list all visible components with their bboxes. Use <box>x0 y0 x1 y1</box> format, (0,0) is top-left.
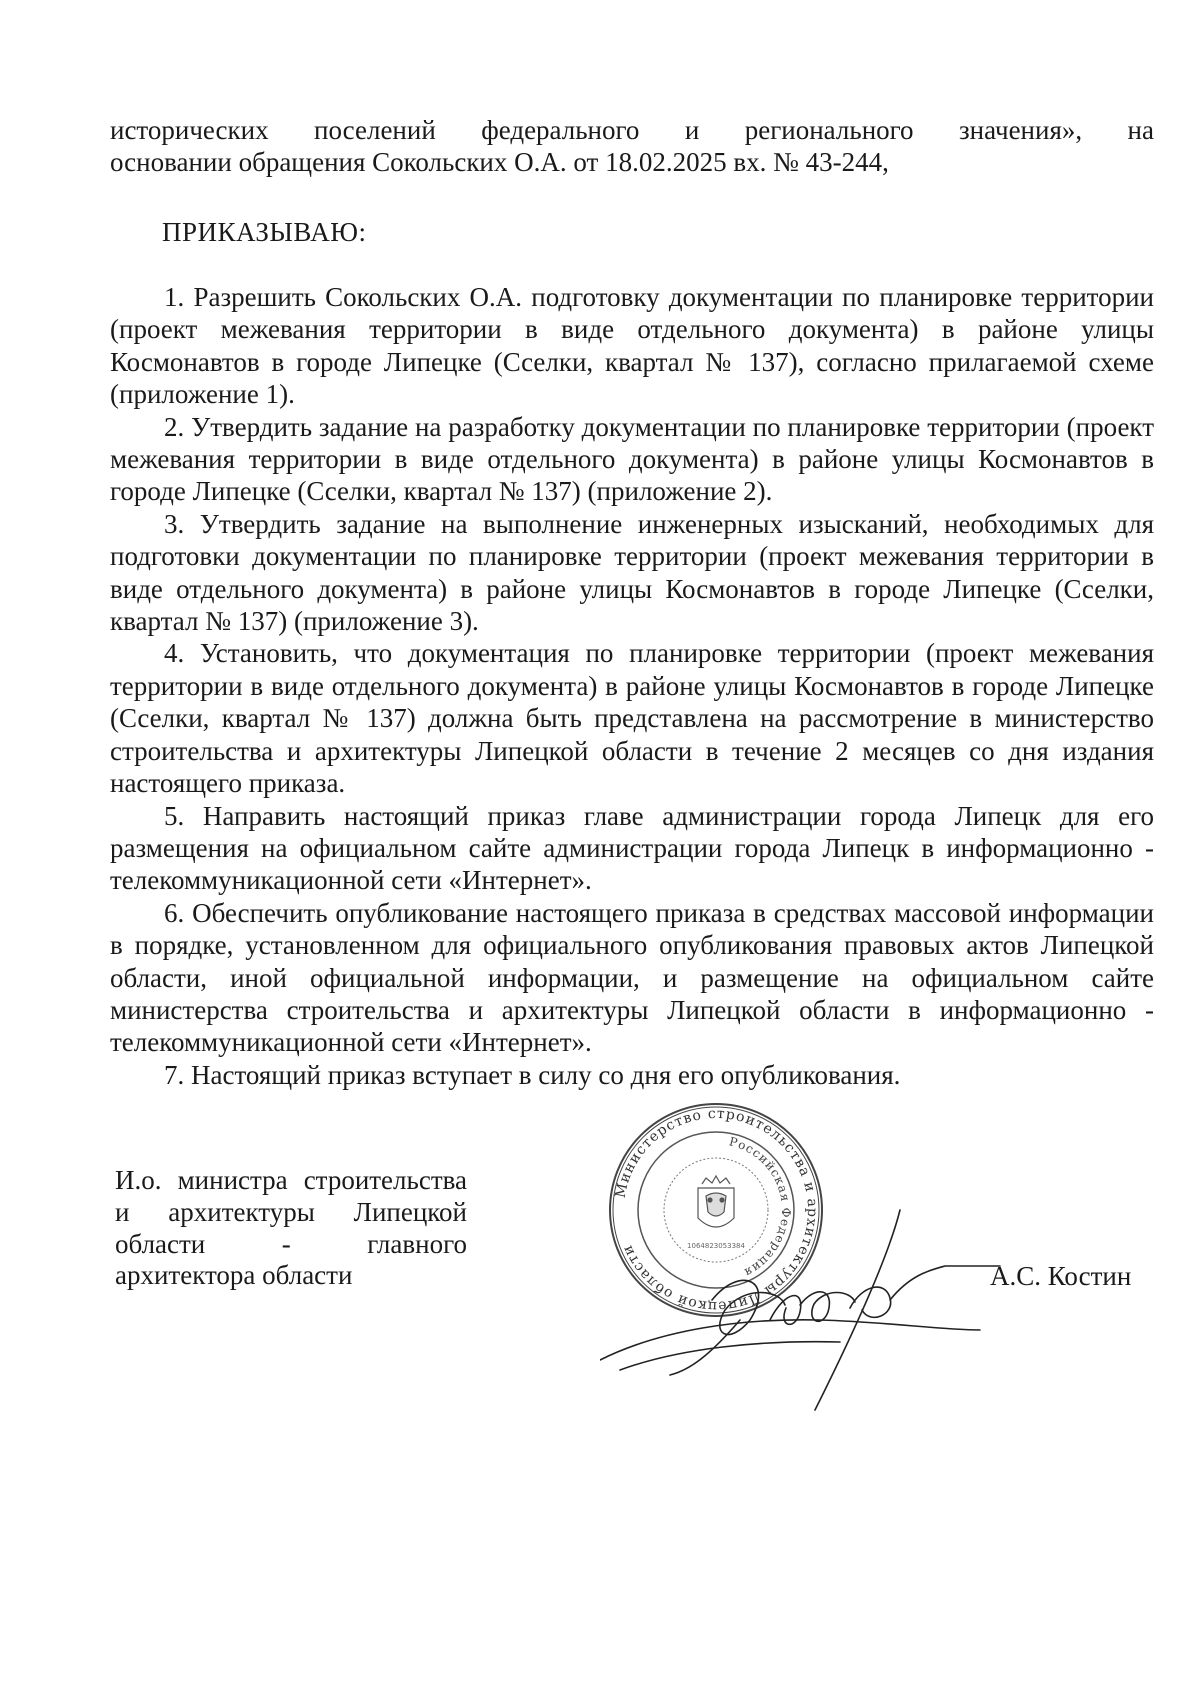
intro-line-2: основании обращения Сокольских О.А. от 18.02.2025 вх. № 43-244, <box>110 147 889 178</box>
seal-outer-text: Министерство строительства и архитектуры Липецкой области <box>612 1105 821 1315</box>
order-item-1: 1. Разрешить Сокольских О.А. подготовку документации по планировке территории (проект межевания территории в виде отдельного документа) в районе улицы Космонавтов в городе Липецке (Сселки, квартал № 137), согласно прилагаемой схеме (приложение 1). <box>110 282 1154 410</box>
order-item-3: 3. Утвердить задание на выполнение инженерных изысканий, необходимых для подготовки документации по планировке территории (проект межевания территории в виде отдельного документа) в районе улицы Космонавтов в городе Липецке (Сселки, квартал № 137) (приложение 3). <box>110 508 1154 637</box>
intro-paragraph <box>110 114 1154 179</box>
seal-number: 1064823053384 <box>687 1242 745 1250</box>
handwritten-signature <box>600 1170 1020 1440</box>
order-item-7: 7. Настоящий приказ вступает в силу со дня его опубликования. <box>164 1059 901 1090</box>
seal-inner-text: Российская Федерация <box>727 1134 794 1281</box>
order-item-5: 5. Направить настоящий приказ главе администрации города Липецк для его размещения на официальном сайте администрации города Липецк в информационно - телекоммуникационной сети «Интернет». <box>110 800 1154 896</box>
signer-title: И.о. министра строительства и архитектуры Липецкой области - главного архитектора области <box>115 1165 467 1291</box>
order-items <box>110 281 1154 1091</box>
order-heading: ПРИКАЗЫВАЮ: <box>162 217 367 247</box>
intro-line-1: исторических поселений федерального и регионального значения», на <box>110 115 1154 145</box>
order-item-4: 4. Установить, что документация по планировке территории (проект межевания территории в виде отдельного документа) в районе улицы Космонавтов в городе Липецке (Сселки, квартал № 137) должна быть представлена на рассмотрение в министерство строительства и архитектуры Липецкой области в течение 2 месяцев со дня издания настоящего приказа. <box>110 638 1154 799</box>
order-item-2: 2. Утвердить задание на разработку документации по планировке территории (проект межевания территории в виде отдельного документа) в районе улицы Космонавтов в городе Липецке (Сселки, квартал № 137) (приложение 2). <box>110 411 1154 507</box>
order-item-6: 6. Обеспечить опубликование настоящего приказа в средствах массовой информации в порядке, установленном для официального опубликования правовых актов Липецкой области, иной официальной информации, и размещение на официальном сайте министерства строительства и архитектуры Липецкой области в информационно - телекоммуникационной сети «Интернет». <box>110 897 1154 1058</box>
signer-name: А.С. Костин <box>990 1261 1132 1291</box>
